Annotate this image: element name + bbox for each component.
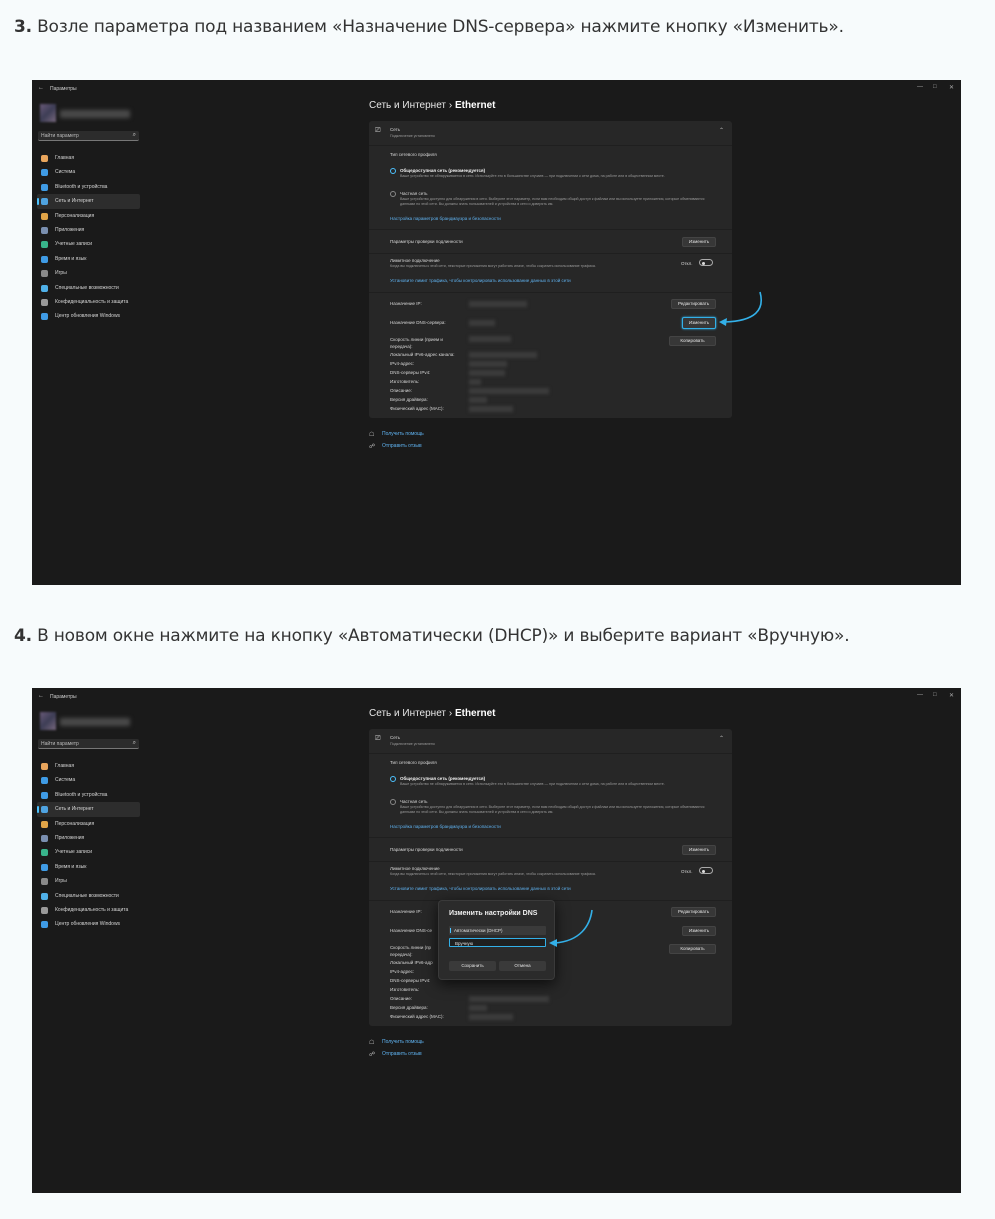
sidebar-item-label: Центр обновления Windows [55,313,121,320]
brush-icon [41,821,48,828]
pointer-arrow [715,290,765,330]
ip-value-blurred [469,301,527,307]
network-title: Сеть [390,735,401,740]
pointer-arrow [546,910,596,946]
user-profile [40,712,132,730]
driver-value-blurred [469,1005,487,1011]
private-network-radio[interactable] [390,191,396,197]
avatar [40,712,56,730]
network-panel [369,729,732,1026]
sidebar-item-7[interactable] [37,860,140,874]
person-icon [41,849,48,856]
auth-settings-label: Параметры проверки подлинности [390,847,463,852]
private-network-radio[interactable] [390,799,396,805]
maximize-icon[interactable]: □ [933,84,937,90]
data-limit-link[interactable]: Установите лимит трафика, чтобы контролировать использование данных в этой сети [390,278,571,283]
ipv4-label: IPv4-адрес: [390,969,415,974]
dns-value-blurred [469,320,495,326]
metered-connection-desc: Когда вы подключены к этой сети, некоторые приложения могут работать иначе, чтобы сократить использование трафика. [390,872,596,876]
mac-address-label: Физический адрес (MAC): [390,406,444,411]
public-network-label: Общедоступная сеть (рекомендуется) [400,168,486,173]
save-button[interactable]: Сохранить [449,961,496,971]
sidebar-item-0[interactable] [37,151,140,165]
sidebar-item-11[interactable] [37,309,140,323]
link-speed-value-blurred [469,336,511,342]
description-value-blurred [469,388,549,394]
network-icon [41,198,48,205]
bluetooth-icon [41,184,48,191]
sidebar-item-label: Центр обновления Windows [55,921,121,928]
sidebar-item-4[interactable] [37,209,140,223]
sidebar-item-label: Конфиденциальность и защита [55,298,129,305]
globe-icon [41,256,48,263]
network-subtitle: Подключение установлено [390,742,435,746]
feedback-icon: ☍ [369,444,376,450]
apps-icon [41,835,48,842]
sidebar-item-label: Специальные возможности [55,892,119,899]
sidebar-item-3[interactable] [37,802,140,816]
link-speed-label: Скорость линии (пр передача): [390,945,432,957]
shield-icon [41,907,48,914]
sidebar-item-1[interactable] [37,165,140,179]
description-label: Описание: [390,388,412,393]
metered-state-label: Откл. [681,261,693,266]
help-icon: ☖ [369,1040,375,1046]
sidebar-item-label: Система [55,169,76,176]
sidebar-item-6[interactable] [37,237,140,251]
sidebar-item-5[interactable] [37,223,140,237]
ethernet-icon: ⎚ [375,127,381,134]
dialog-title: Изменить настройки DNS [449,910,538,917]
network-icon [41,806,48,813]
window-title: Параметры [50,86,77,92]
sidebar-item-8[interactable] [37,266,140,280]
dns-servers-value-blurred [469,370,505,376]
ipv4-label: IPv4-адрес: [390,361,415,366]
dns-option-manual[interactable]: Вручную [449,938,546,947]
dns-servers-label: DNS-серверы IPv4: [390,370,431,375]
ethernet-icon: ⎚ [375,735,381,742]
auth-edit-button[interactable]: Изменить [682,237,716,247]
brush-icon [41,213,48,220]
avatar [40,104,56,122]
auth-edit-button[interactable]: Изменить [682,845,716,855]
driver-version-label: Версия драйвера: [390,1005,428,1010]
dns-edit-button[interactable]: Изменить [682,317,716,329]
close-icon[interactable]: ✕ [949,85,955,91]
settings-screenshot-1 [32,80,961,585]
metered-toggle[interactable] [699,867,713,874]
ipv6-label: Локальный IPv6-адрес канала: [390,352,455,357]
metered-connection-desc: Когда вы подключены к этой сети, некоторые приложения могут работать иначе, чтобы сократить использование трафика. [390,264,596,268]
search-icon: ⌕ [132,740,136,746]
cancel-button[interactable]: Отмена [499,961,546,971]
chevron-up-icon[interactable]: ⌃ [719,736,725,742]
vendor-label: Изготовитель: [390,987,420,992]
metered-toggle[interactable] [699,259,713,266]
private-network-label: Частная сеть [400,191,428,196]
dns-servers-label: DNS-серверы IPv4: [390,978,431,983]
description-value-blurred [469,996,549,1002]
sidebar-item-2[interactable] [37,788,140,802]
sidebar-item-label: Bluetooth и устройства [55,791,108,798]
sidebar-item-9[interactable] [37,281,140,295]
private-network-desc: Ваше устройство доступно для обнаружения в сети. Выберите этот параметр, если вам необходим общий доступ к файлам или вы используете приложения, которые обмениваются данными по этой сети. Вы должны знать пользователей и устройства в сети и доверять им. [400,197,705,206]
sidebar-item-label: Игры [55,270,67,277]
help-icon: ☖ [369,432,375,438]
dns-assignment-label: Назначение DNS-сервера: [390,320,446,325]
user-name-blurred [60,718,130,726]
metered-connection-label: Лимитное подключение [390,866,440,871]
gamepad-icon [41,878,48,885]
sidebar-item-5[interactable] [37,831,140,845]
user-profile [40,104,132,122]
close-icon[interactable]: ✕ [949,693,955,699]
step-3-instruction: 3. Возле параметра под названием «Назначение DNS-сервера» нажмите кнопку «Изменить». [14,17,844,37]
firewall-settings-link[interactable]: Настройка параметров брандмауэра и безопасности [390,216,501,221]
sidebar-item-label: Приложения [55,226,85,233]
maximize-icon[interactable]: □ [933,692,937,698]
profile-type-label: Тип сетевого профиля [390,152,437,157]
metered-state-label: Откл. [681,869,693,874]
accessibility-icon [41,285,48,292]
step-4-instruction: 4. В новом окне нажмите на кнопку «Автоматически (DHCP)» и выберите вариант «Вручную». [14,626,850,646]
driver-value-blurred [469,397,487,403]
search-input[interactable]: Найти параметр ⌕ [38,131,139,141]
auth-settings-label: Параметры проверки подлинности [390,239,463,244]
sidebar-item-label: Время и язык [55,863,87,870]
sidebar-nav [37,759,140,932]
public-network-radio[interactable] [390,168,396,174]
user-name-blurred [60,110,130,118]
monitor-icon [41,169,48,176]
update-icon [41,313,48,320]
breadcrumb: Сеть и Интернет › Ethernet [369,708,496,719]
ip-assignment-label: Назначение IP: [390,909,422,914]
private-network-label: Частная сеть [400,799,428,804]
mac-address-label: Физический адрес (MAC): [390,1014,444,1019]
ip-edit-button[interactable]: Редактировать [671,299,716,309]
sidebar-item-label: Специальные возможности [55,284,119,291]
sidebar-item-label: Сеть и Интернет [55,198,94,205]
sidebar-item-0[interactable] [37,759,140,773]
search-icon: ⌕ [132,132,136,138]
dns-settings-dialog [438,900,555,980]
ipv6-value-blurred [469,352,537,358]
vendor-value-blurred [469,379,481,385]
sidebar-item-2[interactable] [37,180,140,194]
sidebar-item-1[interactable] [37,773,140,787]
driver-version-label: Версия драйвера: [390,397,428,402]
breadcrumb: Сеть и Интернет › Ethernet [369,100,496,111]
accessibility-icon [41,893,48,900]
sidebar-item-9[interactable] [37,889,140,903]
copy-button[interactable]: Копировать [669,944,716,954]
window-title: Параметры [50,694,77,700]
apps-icon [41,227,48,234]
network-subtitle: Подключение установлено [390,134,435,138]
sidebar-item-label: Сеть и Интернет [55,806,94,813]
ip-edit-button[interactable]: Редактировать [671,907,716,917]
sidebar-item-label: Персонализация [55,212,95,219]
data-limit-link[interactable]: Установите лимит трафика, чтобы контролировать использование данных в этой сети [390,886,571,891]
back-arrow-icon[interactable]: ← [38,85,44,91]
home-icon [41,763,48,770]
sidebar-item-4[interactable] [37,817,140,831]
feedback-link[interactable]: ☍ Отправить отзыв [369,443,422,450]
public-network-desc: Ваше устройство не обнаруживается в сети. Используйте это в большинстве случаев — при подключении к сети дома, на работе или в общественном месте. [400,782,665,786]
sidebar-item-label: Игры [55,878,67,885]
sidebar-item-7[interactable] [37,252,140,266]
settings-screenshot-2 [32,688,961,1193]
sidebar-item-11[interactable] [37,917,140,931]
mac-value-blurred [469,406,513,412]
feedback-link[interactable]: ☍ Отправить отзыв [369,1051,422,1058]
minimize-icon[interactable]: — [917,84,923,90]
mac-value-blurred [469,1014,513,1020]
globe-icon [41,864,48,871]
description-label: Описание: [390,996,412,1001]
sidebar-item-label: Учетные записи [55,241,93,248]
sidebar-item-10[interactable] [37,903,140,917]
sidebar-item-6[interactable] [37,845,140,859]
firewall-settings-link[interactable]: Настройка параметров брандмауэра и безопасности [390,824,501,829]
sidebar-item-8[interactable] [37,874,140,888]
dns-edit-button[interactable]: Изменить [682,926,716,936]
public-network-radio[interactable] [390,776,396,782]
sidebar-item-label: Конфиденциальность и защита [55,906,129,913]
vendor-label: Изготовитель: [390,379,420,384]
ipv6-label: Локальный IPv6-адр [390,960,433,965]
ipv4-value-blurred [469,361,507,367]
profile-type-label: Тип сетевого профиля [390,760,437,765]
update-icon [41,921,48,928]
sidebar-nav [37,151,140,324]
metered-connection-label: Лимитное подключение [390,258,440,263]
shield-icon [41,299,48,306]
get-help-link[interactable]: ☖ Получить помощь [369,431,424,438]
sidebar-item-label: Учетные записи [55,849,93,856]
public-network-label: Общедоступная сеть (рекомендуется) [400,776,486,781]
copy-button[interactable]: Копировать [669,336,716,346]
link-speed-label: Скорость линии (прием и передача): [390,337,443,349]
minimize-icon[interactable]: — [917,692,923,698]
sidebar-item-label: Персонализация [55,820,95,827]
bluetooth-icon [41,792,48,799]
network-title: Сеть [390,127,401,132]
sidebar-item-label: Система [55,777,76,784]
dns-option-automatic[interactable]: Автоматически (DHCP) [449,926,546,935]
gamepad-icon [41,270,48,277]
sidebar-item-3[interactable] [37,194,140,208]
feedback-icon: ☍ [369,1052,376,1058]
person-icon [41,241,48,248]
search-input[interactable]: Найти параметр ⌕ [38,739,139,749]
public-network-desc: Ваше устройство не обнаруживается в сети. Используйте это в большинстве случаев — при подключении к сети дома, на работе или в общественном месте. [400,174,665,178]
back-arrow-icon[interactable]: ← [38,693,44,699]
sidebar-item-label: Bluetooth и устройства [55,183,108,190]
dns-assignment-label: Назначение DNS-се [390,928,433,933]
sidebar-item-label: Приложения [55,834,85,841]
network-panel [369,121,732,418]
private-network-desc: Ваше устройство доступно для обнаружения в сети. Выберите этот параметр, если вам необходим общий доступ к файлам или вы используете приложения, которые обмениваются данными по этой сети. Вы должны знать пользователей и устройства в сети и доверять им. [400,805,705,814]
ip-assignment-label: Назначение IP: [390,301,422,306]
home-icon [41,155,48,162]
get-help-link[interactable]: ☖ Получить помощь [369,1039,424,1046]
monitor-icon [41,777,48,784]
chevron-up-icon[interactable]: ⌃ [719,128,725,134]
sidebar-item-label: Главная [55,155,75,161]
sidebar-item-label: Главная [55,763,75,769]
sidebar-item-label: Время и язык [55,255,87,262]
sidebar-item-10[interactable] [37,295,140,309]
